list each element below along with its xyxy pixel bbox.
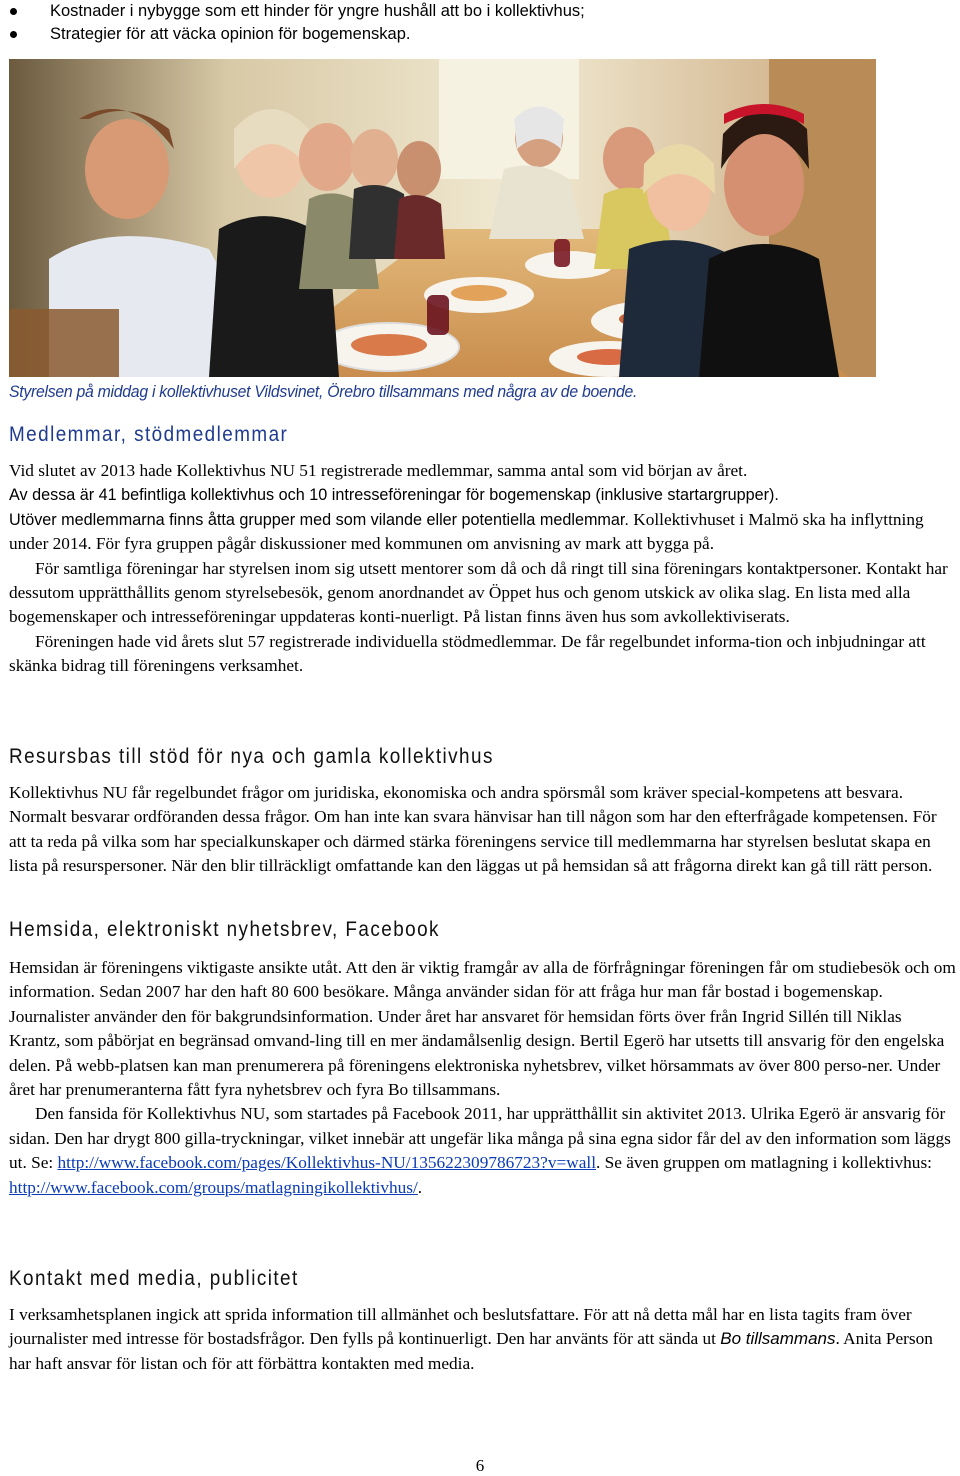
members-p2: Av dessa är 41 befintliga kollektivhus och 10 intresseföreningar för bogemenskap (inklusive startargrupper).	[9, 486, 779, 505]
bullet-dot-icon	[10, 31, 17, 38]
heading-members: Medlemmar, stödmedlemmar	[9, 423, 289, 446]
members-p3b: Kollektivhuset i Malmö ska ha inflyttning under 2014.	[9, 509, 924, 554]
resources-text	[9, 781, 957, 879]
website-p1: Hemsidan är föreningens viktigaste ansikte utåt. Att den är viktig framgår av alla de förfrågningar föreningen får om studiebesök och om information. Sedan 2007 har den haft 80 600 besökare. Många använder sidan för att fråga hur man får bostad i bogemenskap. Journalister använder den för bakgrundsinformation. Under året har ansvaret för hemsidan förts över från Ingrid Sillén till Niklas Krantz, som påbörjat en begränsad omvand-ling till en mer ändamålsenlig design. Bertil Egerö har utsetts till ansvarig för den engelska delen. På webb-platsen kan man prenumerera på föreningens elektroniska nyhetsbrev, vilket hörsammats av över 800 perso-ner. Under året har prenumeranterna fått fyra nyhetsbrev och fyra Bo tillsammans.	[9, 958, 956, 1100]
members-p5: Föreningen hade vid årets slut 57 registrerade individuella stödmedlemmar. De får regelbundet informa-tion och inbjudningar att skänka bidrag till föreningens verksamhet.	[9, 631, 926, 676]
website-text	[9, 956, 957, 1200]
bullet-item: Kostnader i nybygge som ett hinder för yngre hushåll att bo i kollektivhus;	[10, 0, 940, 23]
facebook-page-link[interactable]: http://www.facebook.com/pages/Kollektivhus-NU/135622309786723?v=wall	[57, 1153, 596, 1173]
media-p1: I verksamhetsplanen ingick att sprida information till allmänhet och beslutsfattare. För att nå detta mål har en lista tagits fram över journalister med intresse för bostadsfrågor. Den fylls på kontinuerligt. Den har använts för att sända ut Bo tillsammans. Anita Person har haft ansvar för listan och för att förbättra kontakten med media.	[9, 1305, 933, 1373]
members-text	[9, 459, 957, 679]
heading-website: Hemsida, elektroniskt nyhetsbrev, Facebook	[9, 918, 440, 941]
members-p3c: För fyra gruppen pågår diskussioner med kommunen om anvisning av mark att bygga på.	[91, 534, 715, 554]
heading-media: Kontakt med media, publicitet	[9, 1267, 299, 1290]
resources-p1: Kollektivhus NU får regelbundet frågor om juridiska, ekonomiska och andra spörsmål som kräver special-kompetens att besvara. Normalt besvarar ordföranden dessa frågor. Om han inte kan svara hänvisar han till någon som har den efterfrågade kompetensen. För att ta reda på vilka som har specialkunskaper och därmed stärka föreningens service till medlemmarna har styrelsen beslutat skapa en lista på resurspersoner. När den blir tillräckligt omfattande kan den läggas ut på hemsidan så att frågorna direkt kan gå till rätt person.	[9, 783, 937, 876]
members-p1: Vid slutet av 2013 hade Kollektivhus NU 51 registrerade medlemmar, samma antal som vid början av året.	[9, 461, 748, 480]
members-p3	[9, 508, 957, 557]
bullet-dot-icon	[10, 8, 17, 15]
bullet-list	[10, 0, 940, 46]
page-number: 6	[475, 1456, 485, 1475]
facebook-group-link[interactable]: http://www.facebook.com/groups/matlagningikollektivhus/	[9, 1177, 418, 1197]
bullet-item: Strategier för att väcka opinion för bogemenskap.	[10, 23, 940, 46]
dinner-photo-illustration	[9, 59, 876, 377]
dinner-photo	[9, 59, 876, 377]
bo-tillsammans-title: Bo tillsammans	[720, 1329, 836, 1349]
members-p4: För samtliga föreningar har styrelsen inom sig utsett mentorer som då och då ringt till sina föreningars kontaktpersoner. Kontakt har dessutom upprätthållits genom styrelsebesök, genom anordnandet av Öppet hus och genom utskick av olika slag. En lista med alla bogemenskaper och intresseföreningar uppdateras konti-nuerligt. På listan finns även hus som avkollektiviserats.	[9, 558, 948, 627]
media-text	[9, 1303, 957, 1376]
members-p3a: Utöver medlemmarna finns åtta grupper med som vilande eller potentiella medlemmar.	[9, 510, 629, 529]
heading-resources: Resursbas till stöd för nya och gamla kollektivhus	[9, 745, 494, 768]
website-p2: Den fansida för Kollektivhus NU, som startades på Facebook 2011, har upprätthållit sin aktivitet 2013. Ulrika Egerö är ansvarig för sidan. Den har drygt 800 gilla-tryckningar, vilket innebär att ungefär lika många på sina egna sidor får del av den information som läggs ut. Se: http://www.facebook.com/pages/Kollektivhus-NU/135622309786723?v=wall. Se även gruppen om matlagning i kollektivhus: http://www.facebook.com/groups/matlagningikollektivhus/.	[9, 1104, 951, 1197]
photo-caption: Styrelsen på middag i kollektivhuset Vildsvinet, Örebro tillsammans med några av de boende.	[9, 382, 638, 401]
